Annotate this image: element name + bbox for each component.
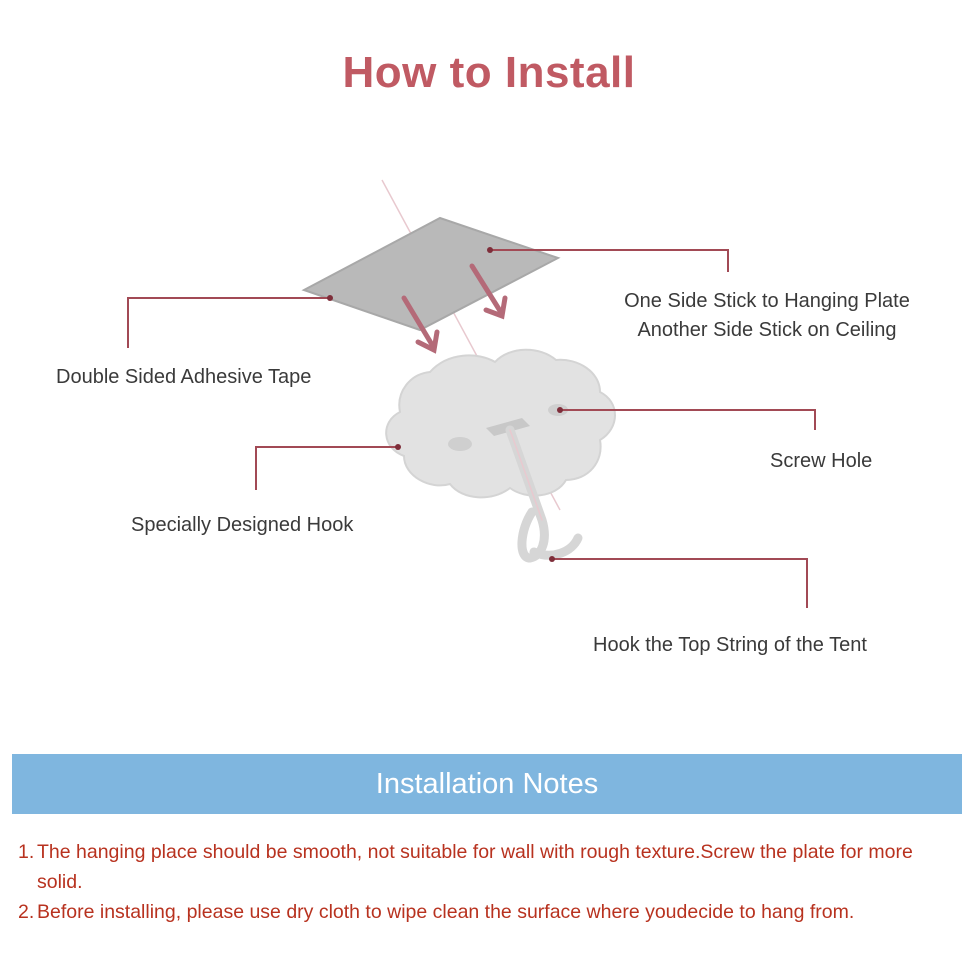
installation-notes-list [18,837,958,927]
leader-dot-hook [395,444,401,450]
page-title: How to Install [342,48,636,97]
label-screw-hole: Screw Hole [770,450,873,472]
leader-line-tape [128,298,330,348]
note-number: 1. [18,841,35,863]
installation-notes-banner: Installation Notes [12,754,962,814]
note-item [18,837,958,897]
note-item [18,897,958,927]
label-plate-line2: Another Side Stick on Ceiling [637,319,897,341]
screw-hole-left [448,437,472,451]
note-text: The hanging place should be smooth, not suitable for wall with rough texture.Screw the plate for more solid. [37,841,913,893]
leader-dot-tape [327,295,333,301]
leader-line-hook [256,447,398,490]
note-text: Before installing, please use dry cloth to wipe clean the surface where youdecide to hang from. [37,901,855,923]
leader-dot-screw-hole [557,407,563,413]
label-hook: Specially Designed Hook [131,514,354,536]
label-plate-line1: One Side Stick to Hanging Plate [624,290,910,312]
leader-dot-string [549,556,555,562]
note-number: 2. [18,901,35,923]
leader-line-string [552,559,807,608]
hanging-plate-shape [386,350,615,498]
leader-dot-plate [487,247,493,253]
label-top-string: Hook the Top String of the Tent [593,634,867,656]
label-adhesive-tape: Double Sided Adhesive Tape [56,366,312,388]
adhesive-tape-shape [304,218,558,330]
